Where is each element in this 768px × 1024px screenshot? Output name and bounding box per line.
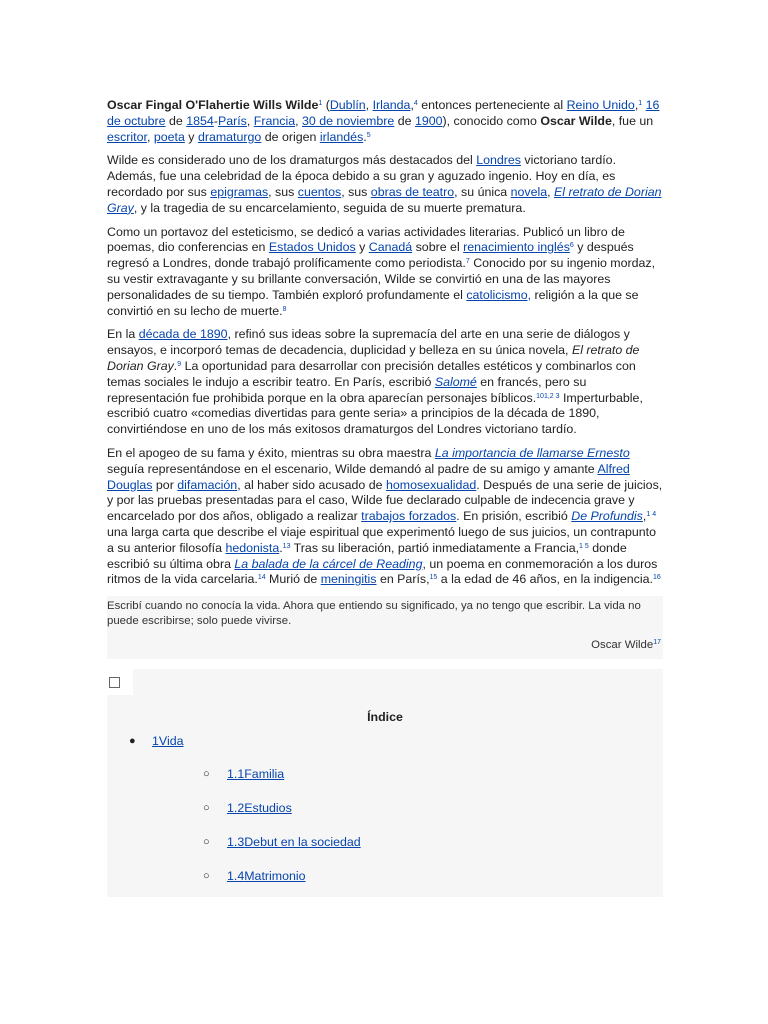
- link-dorian-gray[interactable]: El retrato de Dorian Gray: [107, 184, 662, 215]
- toc-title: Índice: [367, 710, 403, 725]
- link-obras-de-teatro[interactable]: obras de teatro: [370, 184, 455, 199]
- link-salome[interactable]: Salomé: [434, 374, 477, 389]
- link-canada[interactable]: Canadá: [368, 240, 413, 255]
- toc-toggle-checkbox[interactable]: [109, 677, 120, 688]
- link-1854[interactable]: 1854: [186, 113, 214, 128]
- reference-13[interactable]: 13: [282, 542, 291, 550]
- reference-8[interactable]: 8: [282, 305, 287, 313]
- circle-bullet-icon: ○: [203, 836, 210, 849]
- article-body: [107, 98, 663, 897]
- link-difamacion[interactable]: difamación: [177, 477, 238, 492]
- link-estados-unidos[interactable]: Estados Unidos: [268, 240, 356, 255]
- link-decada-1890[interactable]: década de 1890: [138, 327, 228, 342]
- link-30-noviembre[interactable]: 30 de noviembre: [301, 113, 395, 128]
- paragraph-trial: En el apogeo de su fama y éxito, mientras su obra maestra La importancia de llamarse Ernesto seguía representándose en el escenario, Wilde demandó al padre de su amigo y amante Alfred Douglas por difamación, al haber sido acusado de homosexualidad. Después de una serie de juicios, y por las pruebas presentadas para el caso, Wilde fue declarado culpable de indecencia grave y encarcelado por dos años, obligado a realizar trabajos forzados. En prisión, escribió De Profundis,$^{1 4}$ una larga carta que describe el viaje espiritual que experimentó luego de sus juicios, un contrapunto a su anterior filosofía hedonista.$^{13}$ Tras su liberación, partió inmediatamente a Francia,$^{1 5}$ donde escribió su última obra La balada de la cárcel de Reading, un poema en conmemoración a los duros ritmos de la vida carcelaria.$^{14}$ Murió de meningitis en París,$^{15}$ a la edad de 46 años, en la indigencia.$^{16}$: [107, 445, 663, 587]
- link-cuentos[interactable]: cuentos: [297, 184, 342, 199]
- link-trabajos-forzados[interactable]: trabajos forzados: [361, 509, 457, 524]
- toc-item-estudios[interactable]: 1.2Estudios: [227, 801, 292, 816]
- link-homosexualidad[interactable]: homosexualidad: [385, 477, 477, 492]
- reference-10-12-3[interactable]: 101,2 3: [536, 392, 560, 400]
- toc-item-debut[interactable]: 1.3Debut en la sociedad: [227, 835, 361, 850]
- intro-paragraph: Oscar Fingal O'Flahertie Wills Wilde$^1$ (Dublín, Irlanda,$^4$ entonces perteneciente al Reino Unido,$^1$ 16 de octubre de 1854-París, Francia, 30 de noviembre de 1900), conocido como Oscar Wilde, fue un escritor, poeta y dramaturgo de origen irlandés.$^5$: [107, 98, 660, 144]
- link-poeta[interactable]: poeta: [153, 129, 185, 144]
- paragraph-1890s: En la década de 1890, refinó sus ideas sobre la supremacía del arte en una serie de diálogos y ensayos, e incorporó temas de decadencia, duplicidad y belleza en su única novela, El retrato de Dorian Gray.$^9$ La oportunidad para desarrollar con precisión detalles estéticos y combinarlos con temas sociales le indujo a escribir teatro. En París, escribió Salomé en francés, pero su representación fue prohibida porque en la obra aparecían personajes bíblicos.$^{101,2 3}$ Imperturbable, escribió cuatro «comedias divertidas para gente seria» a principios de la década de 1890, convirtiéndose en uno de los más exitosos dramaturgos del Londres victoriano tardío.: [107, 327, 643, 437]
- link-1900[interactable]: 1900: [414, 113, 443, 128]
- dorian-gray-title: El retrato de Dorian Gray: [107, 343, 640, 373]
- toc-item-familia[interactable]: 1.1Familia: [227, 767, 285, 782]
- reference-1b[interactable]: 1: [638, 100, 643, 107]
- reference-14[interactable]: 14: [257, 574, 266, 582]
- link-francia[interactable]: Francia: [253, 113, 296, 128]
- link-londres[interactable]: Londres: [476, 153, 521, 168]
- link-renacimiento-ingles[interactable]: renacimiento inglés: [463, 240, 570, 255]
- quote-author: Oscar Wilde$^{17}$: [591, 639, 661, 652]
- link-dublin[interactable]: Dublín: [329, 98, 366, 112]
- reference-6[interactable]: 6: [569, 242, 574, 250]
- full-name: Oscar Fingal O'Flahertie Wills Wilde: [107, 98, 319, 112]
- reference-17[interactable]: 17: [653, 639, 661, 647]
- table-of-contents: [107, 669, 663, 897]
- quote-box: [107, 596, 663, 659]
- link-16-octubre[interactable]: 16 de octubre: [107, 98, 660, 128]
- reference-16[interactable]: 16: [652, 574, 661, 582]
- reference-1-5[interactable]: 1 5: [579, 542, 589, 550]
- link-meningitis[interactable]: meningitis: [320, 572, 377, 587]
- link-escritor[interactable]: escritor: [107, 129, 147, 144]
- short-name: Oscar Wilde: [540, 113, 612, 128]
- link-balada-reading[interactable]: La balada de la cárcel de Reading: [234, 556, 423, 571]
- reference-4[interactable]: 4: [413, 100, 418, 107]
- link-paris[interactable]: París: [217, 113, 247, 128]
- reference-5[interactable]: 5: [366, 131, 371, 139]
- reference-9[interactable]: 9: [177, 360, 182, 368]
- link-irlandes[interactable]: irlandés: [319, 129, 364, 144]
- toc-item-vida[interactable]: 1Vida: [152, 734, 184, 749]
- circle-bullet-icon: ○: [203, 768, 210, 781]
- paragraph-legacy: Wilde es considerado uno de los dramaturgos más destacados del Londres victoriano tardío. Además, fue una celebridad de la época debido a su gran y aguzado ingenio. Hoy en día, es recordado por sus epigramas, sus cuentos, sus obras de teatro, su única novela, El retrato de Dorian Gray, y la tragedia de su encarcelamiento, seguida de su muerte prematura.: [107, 153, 662, 215]
- link-alfred-douglas[interactable]: Alfred Douglas: [107, 461, 630, 492]
- reference-7[interactable]: 7: [465, 258, 470, 266]
- link-dramaturgo[interactable]: dramaturgo: [197, 129, 262, 144]
- link-de-profundis[interactable]: De Profundis: [571, 509, 643, 524]
- quote-text: Escribí cuando no conocía la vida. Ahora que entiendo su significado, ya no tengo que escribir. La vida no puede escribirse; solo puede vivirse.: [107, 600, 641, 628]
- link-irlanda[interactable]: Irlanda: [372, 98, 411, 112]
- reference-15[interactable]: 15: [429, 574, 438, 582]
- paragraph-aestheticism: Como un portavoz del esteticismo, se dedicó a varias actividades literarias. Publicó un libro de poemas, dio conferencias en Estados Unidos y Canadá sobre el renacimiento inglés$^6$ y después regresó a Londres, donde trabajó prolíficamente como periodista.$^7$ Conocido por su ingenio mordaz, su vestir extravagante y su brillante conversación, Wilde se convirtió en una de las mayores personalidades de su tiempo. También exploró profundamente el catolicismo, religión a la que se convirtió en su lecho de muerte.$^8$: [107, 224, 656, 318]
- link-epigramas[interactable]: epigramas: [210, 184, 269, 199]
- circle-bullet-icon: ○: [203, 870, 210, 883]
- toc-item-matrimonio[interactable]: 1.4Matrimonio: [227, 869, 306, 884]
- link-importancia-ernesto[interactable]: La importancia de llamarse Ernesto: [434, 445, 630, 460]
- link-novela[interactable]: novela: [510, 184, 548, 199]
- circle-bullet-icon: ○: [203, 802, 210, 815]
- reference-1[interactable]: 1: [318, 100, 323, 107]
- link-reino-unido[interactable]: Reino Unido: [566, 98, 635, 112]
- bullet-icon: ●: [129, 735, 136, 748]
- link-hedonista[interactable]: hedonista: [225, 540, 280, 555]
- reference-1-4[interactable]: 1 4: [646, 511, 657, 519]
- link-catolicismo[interactable]: catolicismo,: [466, 287, 532, 302]
